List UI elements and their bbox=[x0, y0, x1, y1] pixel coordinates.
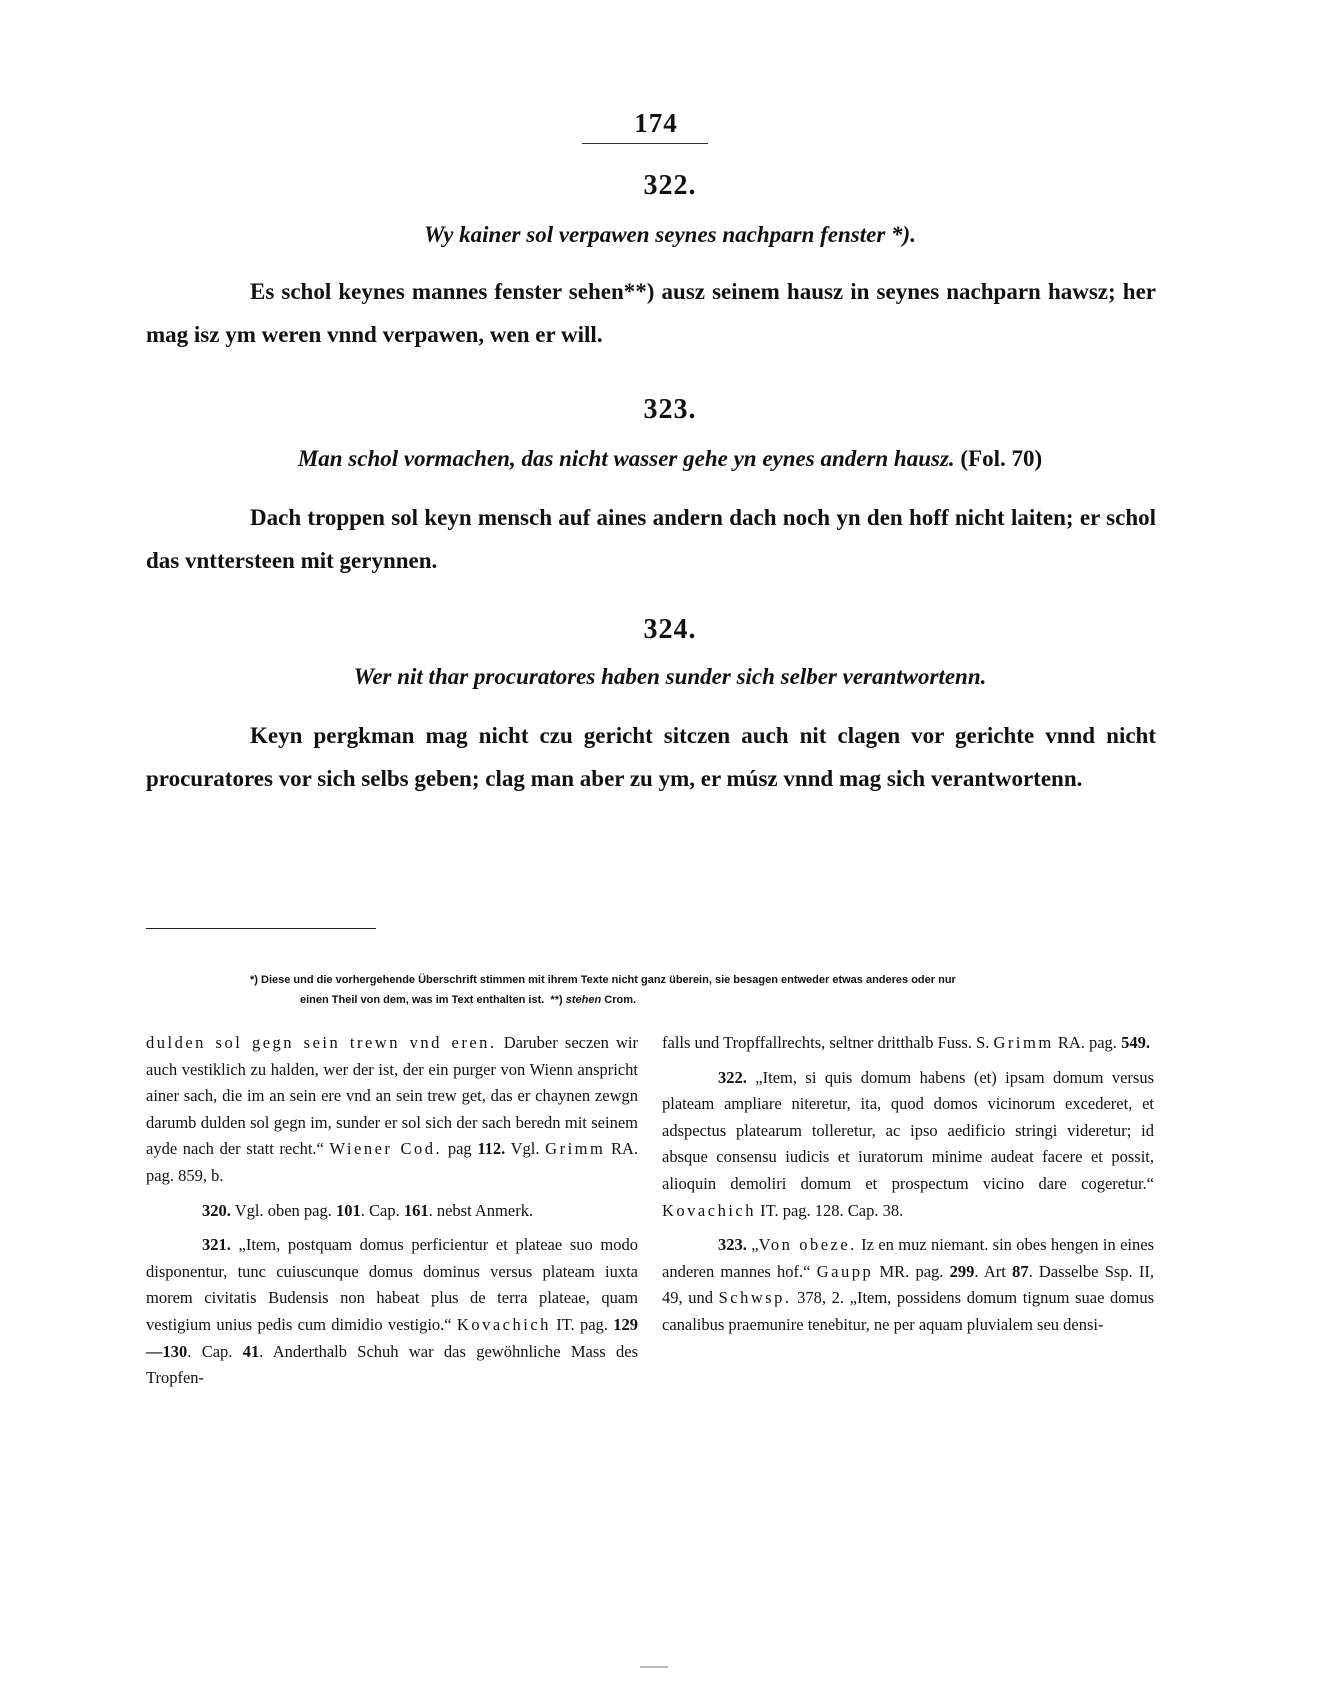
note-text: . Anderthalb Schuh war das gewöhnliche Mass des Tropfen- bbox=[146, 1341, 638, 1388]
page-ref: 112. bbox=[477, 1139, 506, 1159]
note-text: IT. pag. 128. Cap. 38. bbox=[755, 1200, 904, 1220]
note-321 bbox=[146, 1232, 638, 1392]
commentary-column-left bbox=[146, 1030, 638, 1392]
note-text: . Art bbox=[974, 1261, 1013, 1281]
page-ref: 129—130 bbox=[146, 1314, 638, 1361]
note-text: „Item, si quis domum habens (et) ipsam domum versus plateam ampliare niteretur, ita, quod domos vicinorum excederet, et adspectus platearum tolleretur, ac ipso aedificio stringi videretur; id absque consensu iudicis et iuratorum minime audeat facere et possit, alioquin demoliri domum et prospectum vicino dare cogeretur.“ bbox=[662, 1067, 1154, 1193]
note-text: . Dasselbe Ssp. II, 49, und bbox=[662, 1261, 1155, 1308]
source-name: Wiener Cod. bbox=[329, 1139, 443, 1159]
note-text: MR. pag. bbox=[873, 1261, 950, 1281]
note-text: „Item, postquam domus perficientur et plateae suo modo disponentur, tunc cuiuscunque domus dominus versus plateam iuxta morem civitatis Budensis non habeat plus de terra plateae, quam vestigium unius pedis cum dimidio vestigio.“ bbox=[146, 1235, 638, 1334]
note-text: „ bbox=[746, 1235, 759, 1255]
note-322 bbox=[662, 1065, 1154, 1225]
chapter-ref: 161 bbox=[403, 1200, 429, 1220]
footnotes bbox=[250, 970, 1154, 1010]
page-ref: 299 bbox=[949, 1261, 975, 1281]
author-name: Kovachich bbox=[456, 1314, 551, 1334]
section-text-322: Es schol keynes mannes fenster sehen**) ausz seinem hausz in seynes nachparn hawsz; her mag isz ym weren vnnd verpawen, wen er will. bbox=[146, 279, 1156, 347]
author-name: Grimm bbox=[545, 1139, 606, 1159]
section-text-323: Dach troppen sol keyn mensch auf aines andern dach noch yn den hoff nicht laiten; er schol das vnttersteen mit gerynnen. bbox=[146, 505, 1156, 573]
note-text: falls und Tropffallrechts, seltner dritthalb Fuss. S. bbox=[662, 1033, 994, 1052]
note-text: Vgl. oben pag. bbox=[230, 1200, 336, 1220]
author-name: Gaupp bbox=[816, 1261, 874, 1281]
note-text: . Cap. bbox=[360, 1200, 404, 1220]
note-text: Vgl. bbox=[505, 1139, 546, 1159]
page-number: 174 bbox=[634, 108, 678, 138]
note-number: 323. bbox=[718, 1235, 747, 1255]
note-text: RA. pag. bbox=[1053, 1033, 1122, 1052]
author-name: Kovachich bbox=[662, 1200, 756, 1220]
note-320 bbox=[146, 1198, 638, 1225]
section-text-324: Keyn pergkman mag nicht czu gericht sitczen auch nit clagen vor gerichte vnnd nicht procuratores vor sich selbs geben; clag man aber zu ym, er músz vnnd mag sich verantwortenn. bbox=[146, 723, 1156, 791]
footnote-marker: **) bbox=[550, 994, 563, 1006]
section-heading-322: Wy kainer sol verpawen seynes nachparn fenster *). bbox=[424, 222, 916, 247]
page-number-rule bbox=[582, 143, 708, 144]
folio-reference: (Fol. 70) bbox=[960, 446, 1043, 471]
section-heading-323 bbox=[0, 446, 1340, 472]
footnote-line-2 bbox=[250, 990, 1154, 1010]
note-text: Iz en muz niemant. sin obes hengen in eines anderen mannes hof.“ bbox=[662, 1235, 1154, 1281]
note-number: 322. bbox=[718, 1067, 747, 1087]
note-number: 321. bbox=[202, 1235, 231, 1255]
note-number: 320. bbox=[202, 1200, 231, 1220]
note-paragraph bbox=[662, 1030, 1154, 1057]
section-number-322: 322. bbox=[643, 170, 697, 201]
page-ref: 101 bbox=[335, 1200, 361, 1220]
article-ref: 87 bbox=[1012, 1261, 1029, 1281]
note-text: pag bbox=[442, 1139, 478, 1159]
page-ref: 549. bbox=[1121, 1033, 1150, 1052]
note-text: . Cap. bbox=[187, 1341, 243, 1361]
note-text: 378, 2. „Item, possidens domum tignum suae domus canalibus praemunire tenebitur, ne per aquam pluvialem seu densi- bbox=[662, 1288, 1155, 1334]
note-paragraph bbox=[146, 1030, 638, 1190]
section-number-323: 323. bbox=[643, 394, 697, 425]
section-heading-323-title: Man schol vormachen, das nicht wasser gehe yn eynes andern hausz. bbox=[297, 446, 955, 471]
commentary-column-right bbox=[662, 1030, 1154, 1339]
note-text: RA. pag. 859, b. bbox=[146, 1139, 639, 1185]
footnote-variant: stehen bbox=[565, 994, 602, 1006]
note-text: . nebst Anmerk. bbox=[428, 1200, 534, 1220]
footnote-rule bbox=[146, 928, 376, 929]
page-bottom-mark bbox=[640, 1666, 668, 1668]
footnote-source: Crom. bbox=[604, 994, 637, 1006]
source-name: Schwsp. bbox=[718, 1288, 792, 1308]
footnote-text: einen Theil von dem, was im Text enthalten ist. bbox=[300, 994, 545, 1006]
section-heading-324: Wer nit thar procuratores haben sunder sich selber verantwortenn. bbox=[353, 664, 987, 689]
chapter-ref: 41 bbox=[242, 1341, 260, 1361]
spaced-quote: dulden sol gegn sein trewn vnd eren. bbox=[146, 1033, 497, 1052]
note-323 bbox=[662, 1232, 1154, 1338]
note-text: IT. pag. bbox=[550, 1314, 614, 1334]
spaced-quote: Von obeze. bbox=[758, 1235, 857, 1255]
footnote-line-1: *) Diese und die vorhergehende Überschrift stimmen mit ihrem Texte nicht ganz überein, sie besagen entweder etwas anderes oder nur bbox=[250, 974, 956, 986]
section-number-324: 324. bbox=[643, 614, 697, 645]
note-text: Daruber seczen wir auch vestiklich zu halden, wer der ist, der ein purger von Wienn anspricht ainer sach, die im an sein ere vnd an sein trew get, das er chaynen zewgn darumb dulden sol gegn im, sunder er sol sich der sach beredn mit seinem ayde nach der statt recht.“ bbox=[146, 1033, 639, 1159]
author-name: Grimm bbox=[993, 1033, 1054, 1052]
